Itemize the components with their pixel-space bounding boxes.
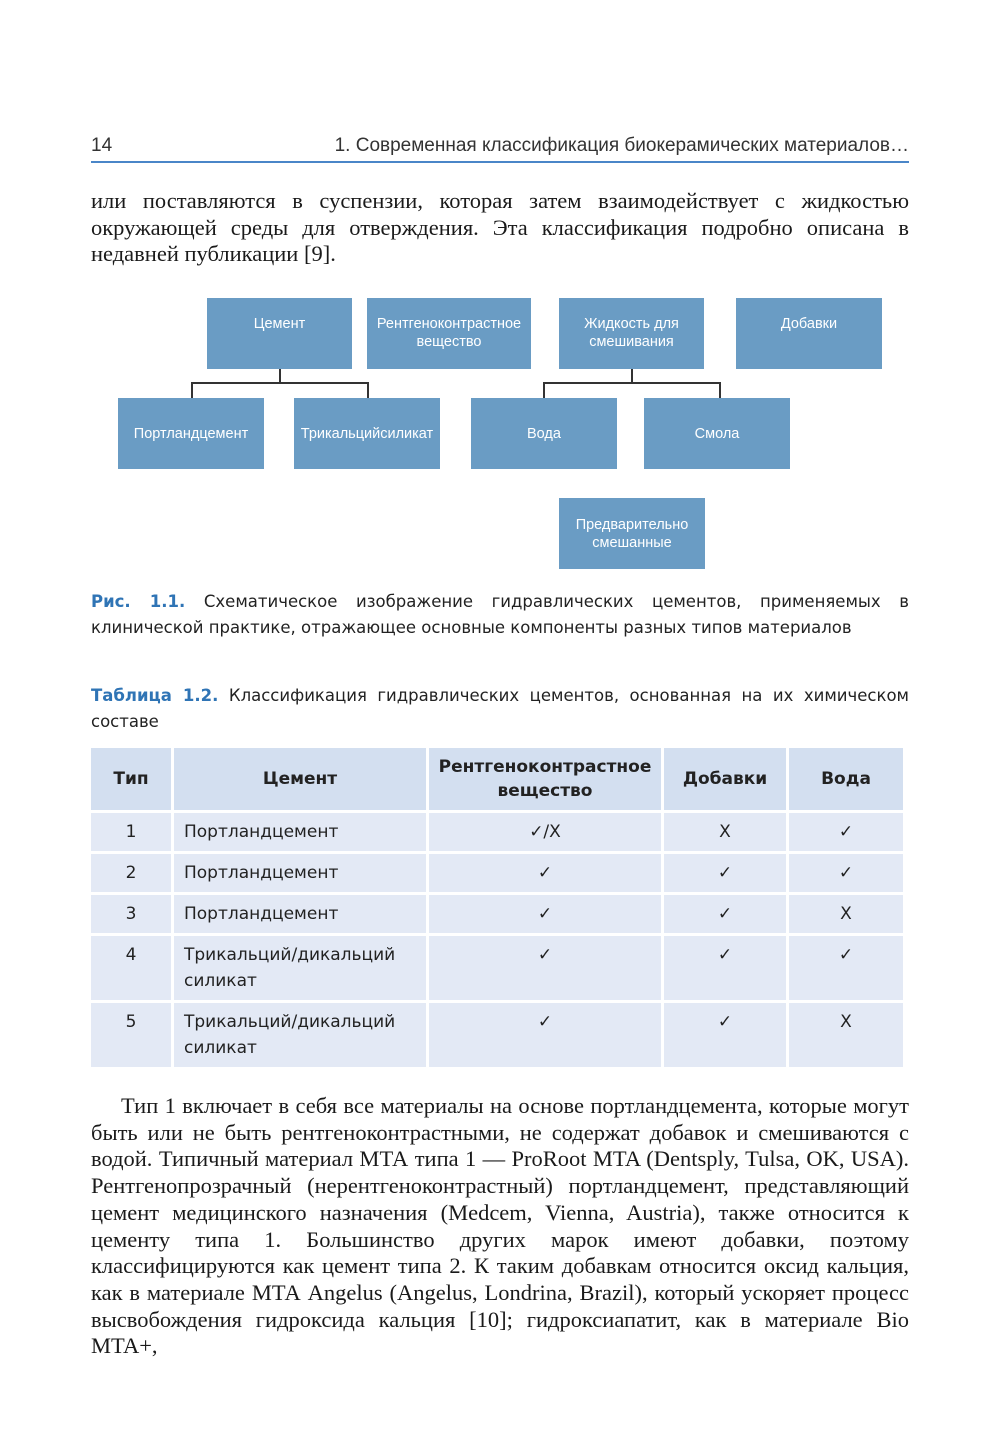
cell-type: 5 — [91, 1003, 171, 1067]
cell-additives: ✓ — [664, 936, 786, 1000]
header-cement: Цемент — [174, 748, 426, 810]
cell-additives: ✓ — [664, 854, 786, 892]
cell-additives: X — [664, 813, 786, 851]
cell-radiopaque: ✓ — [429, 895, 661, 933]
node-radiopaque-label: Рентгеноконтрастное вещество — [376, 316, 522, 350]
node-tricalcium — [294, 398, 440, 469]
node-cement — [207, 298, 352, 369]
connector-line — [367, 382, 369, 398]
connector-line — [543, 382, 721, 384]
header-water: Вода — [789, 748, 903, 810]
cell-water: ✓ — [789, 854, 903, 892]
cell-cement: Портландцемент — [174, 854, 426, 892]
header-radiopaque: Рентгеноконтрастное вещество — [429, 748, 661, 810]
cell-cement: Трикальций/дикальций силикат — [174, 1003, 426, 1067]
page-header — [91, 133, 909, 163]
cell-water: ✓ — [789, 936, 903, 1000]
node-portland-label: Портландцемент — [133, 425, 249, 442]
table-caption-label: Таблица 1.2. — [91, 686, 219, 705]
cell-radiopaque: ✓ — [429, 1003, 661, 1067]
node-cement-label: Цемент — [253, 316, 306, 332]
connector-line — [191, 382, 193, 398]
main-paragraph — [91, 1093, 909, 1360]
intro-paragraph — [91, 188, 909, 268]
cell-radiopaque: ✓ — [429, 854, 661, 892]
page-number: 14 — [91, 135, 113, 156]
header-type: Тип — [91, 748, 171, 810]
classification-table — [88, 745, 906, 1070]
node-premixed-label: Предварительно смешанные — [575, 516, 689, 551]
node-resin — [644, 398, 790, 469]
node-mixing-liquid — [559, 298, 704, 369]
node-mixing-liquid-label: Жидкость для смешивания — [584, 316, 679, 350]
cell-water: X — [789, 895, 903, 933]
cell-type: 2 — [91, 854, 171, 892]
cell-additives: ✓ — [664, 895, 786, 933]
table-header-row — [91, 748, 903, 810]
figure-caption-text: Схематическое изображение гидравлических цементов, применяемых в клинической практике, отражающее основные компоненты разных типов материалов — [91, 592, 909, 637]
cell-additives: ✓ — [664, 1003, 786, 1067]
node-water — [471, 398, 617, 469]
cell-type: 1 — [91, 813, 171, 851]
connector-line — [543, 382, 545, 398]
node-additives-label: Добавки — [780, 316, 838, 332]
cell-cement: Портландцемент — [174, 895, 426, 933]
table-caption — [91, 683, 909, 735]
table-row — [91, 813, 903, 851]
table-row — [91, 1003, 903, 1067]
classification-diagram — [0, 0, 1000, 600]
main-paragraph-text: Тип 1 включает в себя все материалы на основе портландцемента, которые могут быть или не быть рентгеноконтрастными, не содержат добавок и смешиваются с водой. Типичный материал МТА типа 1 — ProRoot MTA (Dentsply, Tulsa, OK, USA). Рентгенопрозрачный (нерентгеноконтрастный) портландцемент, представляющий цемент медицинского назначения (Medcem, Vienna, Austria), также относится к цементу типа 1. Большинство других марок имеют добавки, поэтому классифицируются как цемент типа 2. К таким добавкам относится оксид кальция, как в материале МТА Angelus (Angelus, Londrina, Brazil), который ускоряет процесс высвобождения гидроксида кальция [10]; гидроксиапатит, как в материале Bio MTA+, — [91, 1093, 909, 1359]
connector-line — [719, 382, 721, 398]
table-caption-text: Классификация гидравлических цементов, основанная на их химическом составе — [91, 686, 909, 731]
node-water-label: Вода — [527, 425, 561, 442]
running-title: 1. Современная классификация биокерамических материалов… — [334, 135, 909, 156]
cell-type: 4 — [91, 936, 171, 1000]
cell-radiopaque: ✓ — [429, 936, 661, 1000]
figure-caption-label: Рис. 1.1. — [91, 592, 186, 611]
node-additives — [736, 298, 882, 369]
figure-caption — [91, 589, 909, 641]
node-resin-label: Смола — [694, 425, 740, 442]
cell-type: 3 — [91, 895, 171, 933]
connector-line — [279, 369, 281, 383]
node-tricalcium-label: Трикальцийсиликат — [300, 425, 434, 442]
cell-water: X — [789, 1003, 903, 1067]
node-portland — [118, 398, 264, 469]
connector-line — [191, 382, 369, 384]
table-row — [91, 936, 903, 1000]
node-radiopaque — [367, 298, 531, 369]
intro-paragraph-text: или поставляются в суспензии, которая затем взаимодействует с жидкостью окружающей среды для отверждения. Эта классификация подробно описана в недавней публикации [9]. — [91, 188, 909, 267]
cell-cement: Портландцемент — [174, 813, 426, 851]
header-additives: Добавки — [664, 748, 786, 810]
cell-water: ✓ — [789, 813, 903, 851]
cell-cement: Трикальций/дикальций силикат — [174, 936, 426, 1000]
node-premixed — [559, 498, 705, 569]
table-row — [91, 854, 903, 892]
connector-line — [631, 369, 633, 383]
cell-radiopaque: ✓/X — [429, 813, 661, 851]
table-row — [91, 895, 903, 933]
